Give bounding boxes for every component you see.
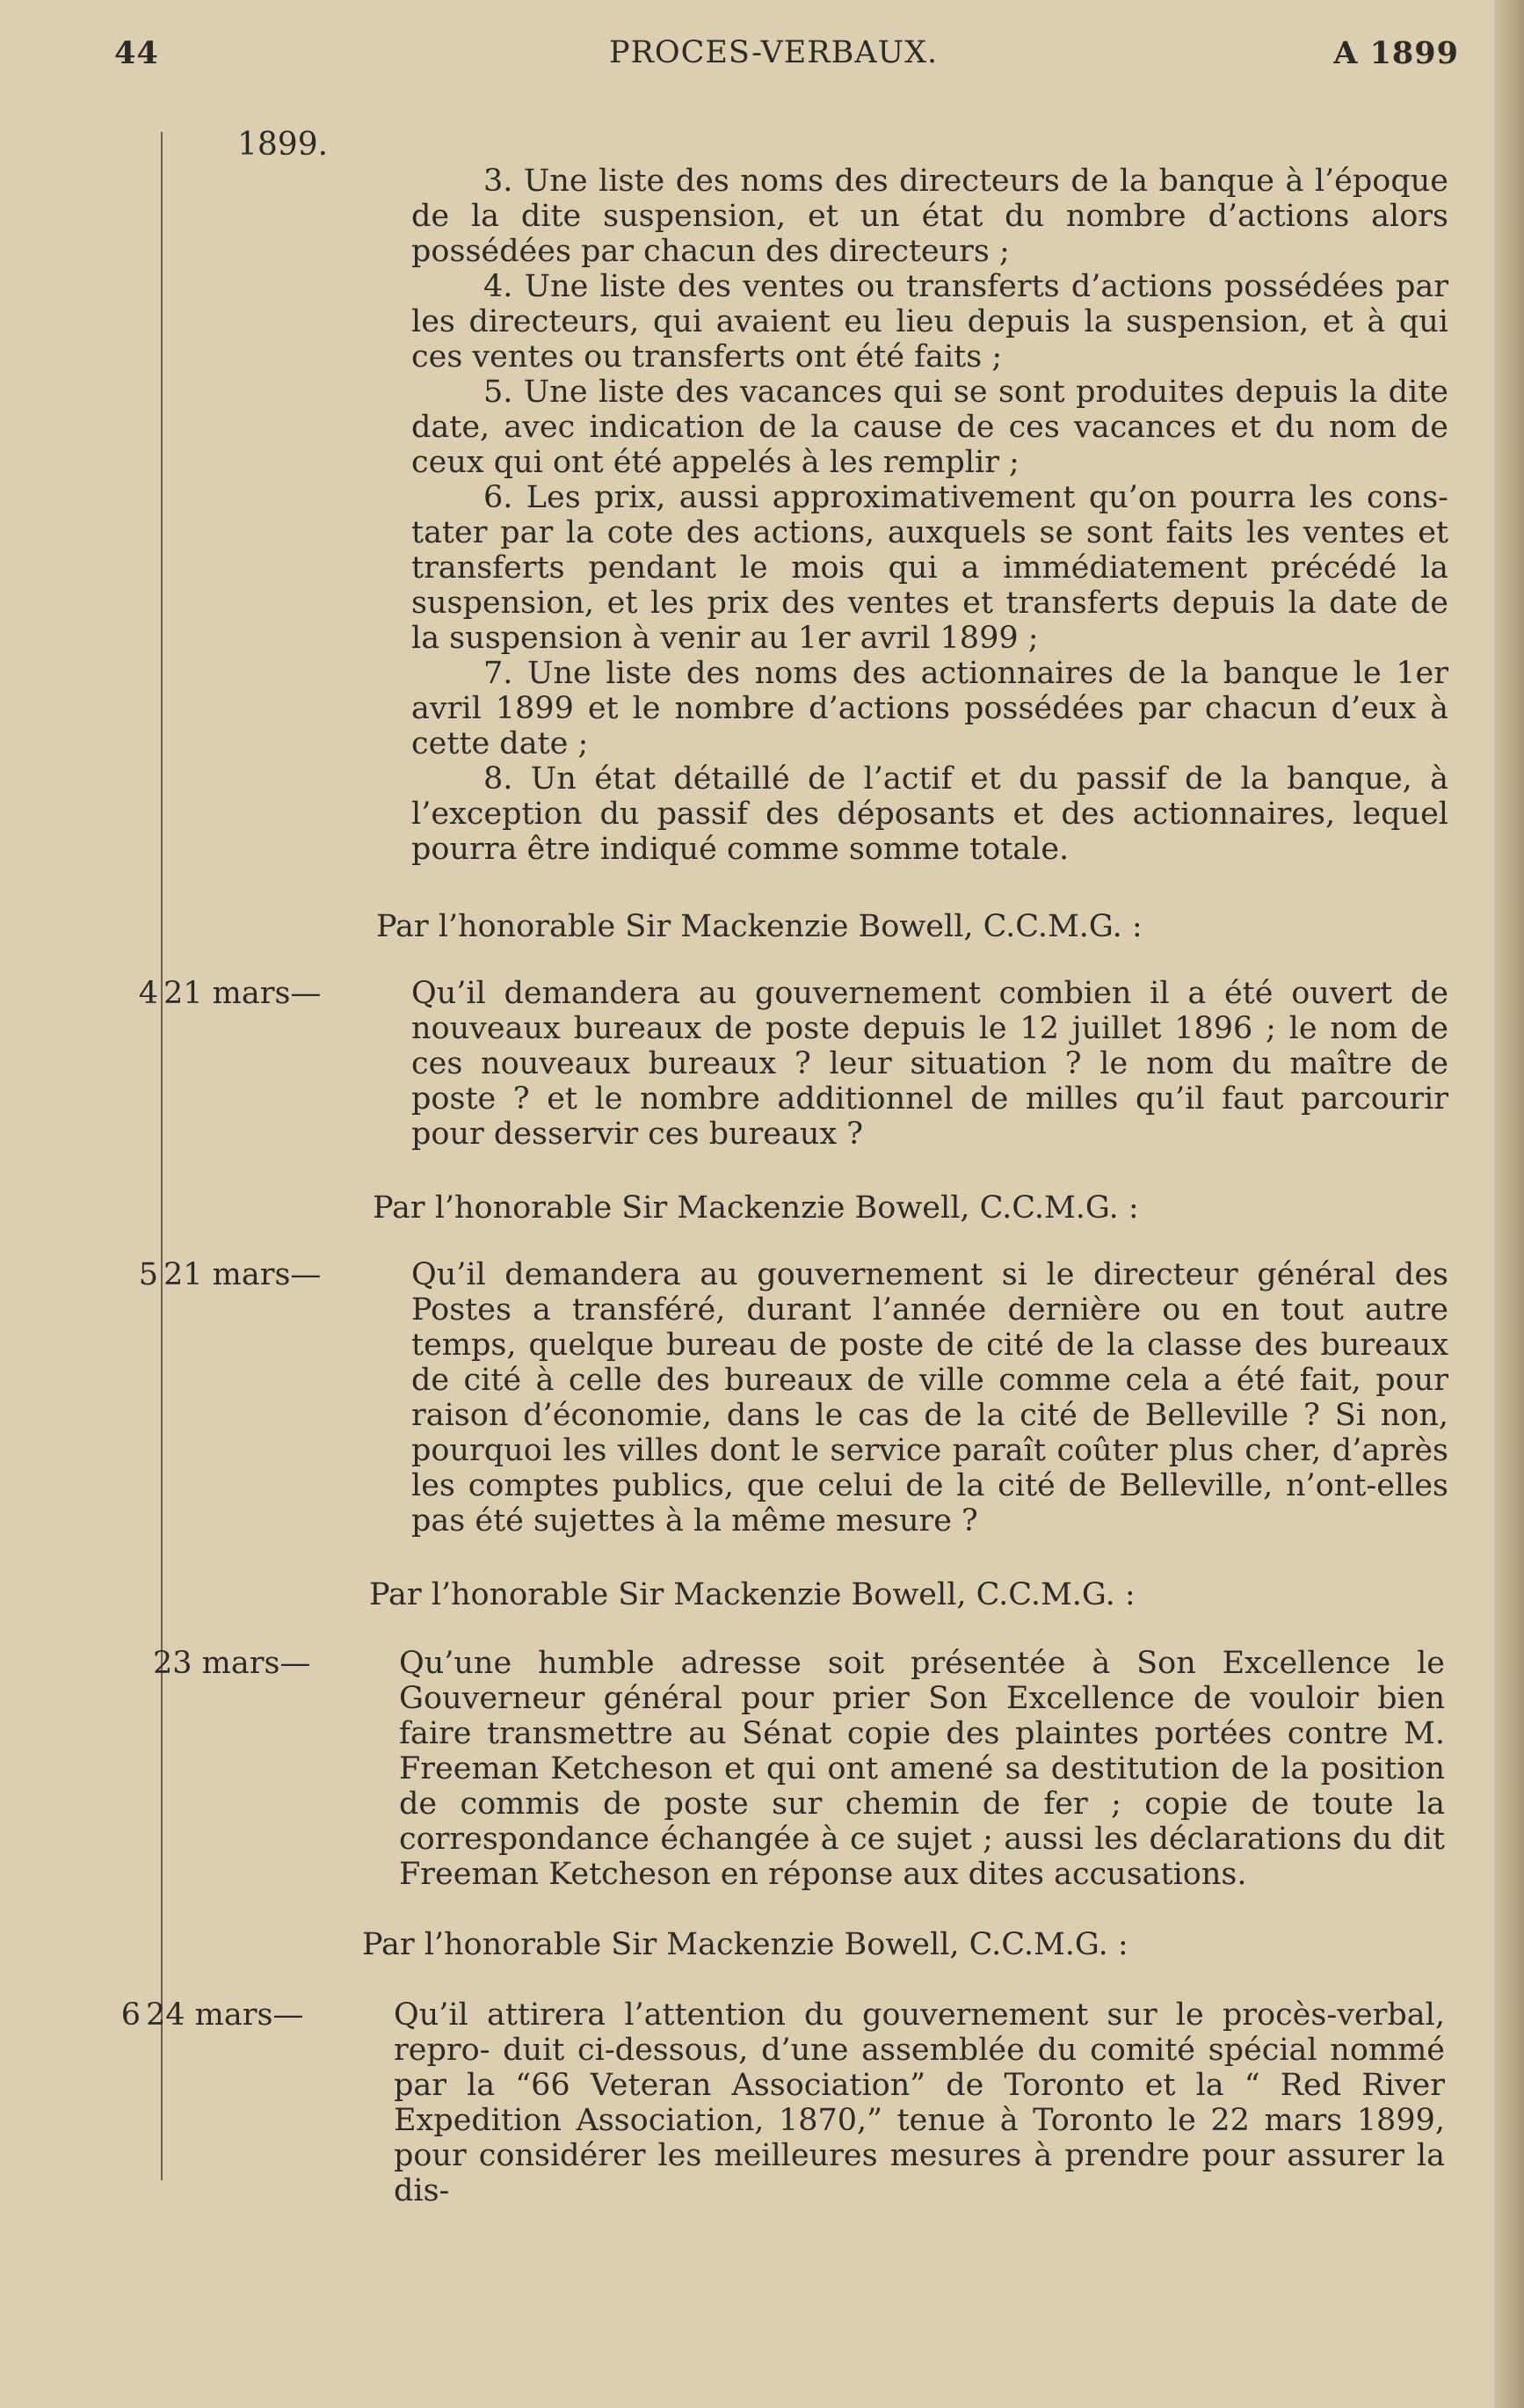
entry-number: 6 xyxy=(120,1997,141,2033)
entry-text xyxy=(399,1646,1445,1892)
page-number: 44 xyxy=(114,35,159,71)
mover-line: Par l’honorable Sir Mackenzie Bowell, C.C.M.G. : xyxy=(362,1927,1128,1962)
entry-text xyxy=(394,1997,1445,2208)
page-edge xyxy=(1494,0,1524,2408)
entry-text-lead: Qu’il demandera au gouvernement combien il a été ouvert de nouveaux xyxy=(411,976,1448,1046)
running-title: PROCES-VERBAUX. xyxy=(609,35,939,70)
list-item xyxy=(411,480,1448,656)
entry-text-lead: Qu’il demandera au gouvernement si le directeur général des Postes a xyxy=(411,1257,1448,1328)
entry-text-rest: duit ci-dessous, d’une assemblée du comité spécial nommé par la “66 Veteran Association” de Toronto et la “ Red River Expedition Association, 1870,” tenue à Toronto le 22 mars 1899, pour considérer les meilleures mesures à prendre pour assurer la dis- xyxy=(394,2033,1445,2208)
item-text-rest: tater par la cote des actions, auxquels se sont faits les ventes et transferts pendant le mois qui a immédiatement précédé la suspension, et les prix des ventes et transferts depuis la date de la suspension à venir au 1er avril 1899 ; xyxy=(411,515,1448,656)
mover-line: Par l’honorable Sir Mackenzie Bowell, C.C.M.G. : xyxy=(373,1190,1139,1226)
entry-text-rest: bureaux de poste depuis le 12 juillet 1896 ; le nom de ces nouveaux bureaux ? leur situation ? le nom du maître de poste ? et le nombre additionnel de milles qu’il faut parcourir pour desservir ces bureaux ? xyxy=(411,1011,1448,1152)
item-text-lead: 5. Une liste des vacances qui se sont produites depuis la dite xyxy=(483,375,1448,410)
mover-line: Par l’honorable Sir Mackenzie Bowell, C.C.M.G. : xyxy=(369,1577,1136,1612)
notice-entry xyxy=(132,1646,1448,1892)
entry-text-lead: Qu’une humble adresse soit présentée à Son Excellence le Gouverneur xyxy=(399,1646,1445,1716)
running-header xyxy=(114,35,1459,88)
entry-date: 21 mars— xyxy=(163,976,322,1011)
item-text-lead: 6. Les prix, aussi approximativement qu’on pourra les cons- xyxy=(483,480,1448,515)
list-item xyxy=(411,375,1448,480)
year-label: 1899. xyxy=(237,127,329,163)
item-text-lead: 3. Une liste des noms des directeurs de la banque à l’époque xyxy=(483,164,1448,199)
item-text-rest: les directeurs, qui avaient eu lieu depuis la suspension, et à qui ces ventes ou transferts ont été faits ; xyxy=(411,304,1448,375)
entry-text-lead: Qu’il attirera l’attention du gouvernement sur le procès-verbal, repro- xyxy=(394,1997,1445,2068)
item-text-rest: avril 1899 et le nombre d’actions possédées par chacun d’eux à cette date ; xyxy=(411,691,1448,761)
notice-entry xyxy=(132,1257,1448,1539)
list-item xyxy=(411,656,1448,761)
list-item xyxy=(411,761,1448,867)
entry-number: 4 xyxy=(138,976,158,1011)
list-item xyxy=(411,164,1448,269)
item-text-rest: date, avec indication de la cause de ces vacances et du nom de ceux qui ont été appelés à les remplir ; xyxy=(411,410,1448,480)
item-text-lead: 8. Un état détaillé de l’actif et du passif de la banque, à xyxy=(483,761,1448,797)
entry-text xyxy=(411,976,1448,1152)
entry-number: 5 xyxy=(138,1257,158,1292)
entry-text-rest: général pour prier Son Excellence de vouloir bien faire transmettre au Sénat copie des plaintes portées contre M. Freeman Ketcheson et qui ont amené sa destitution de la position de commis de poste sur chemin de fer ; copie de toute la correspondance échangée à ce sujet ; aussi les déclarations du dit Freeman Ketcheson en réponse aux dites accusations. xyxy=(399,1681,1445,1892)
mover-line: Par l’honorable Sir Mackenzie Bowell, C.C.M.G. : xyxy=(376,909,1143,944)
notice-entry xyxy=(120,1997,1448,2208)
running-year: A 1899 xyxy=(1333,35,1459,71)
item-text-lead: 4. Une liste des ventes ou transferts d’actions possédées par xyxy=(483,269,1448,304)
entry-date: 21 mars— xyxy=(163,1257,322,1292)
entry-text xyxy=(411,1257,1448,1539)
entry-text-rest: transféré, durant l’année dernière ou en tout autre temps, quelque bureau de poste de cité de la classe des bureaux de cité à celle des bureaux de ville comme cela a été fait, pour raison d’économie, dans le cas de la cité de Belleville ? Si non, pourquoi les villes dont le service paraît coûter plus cher, d’après les comptes publics, que celui de la cité de Belleville, n’ont-elles pas été sujettes à la même mesure ? xyxy=(411,1292,1448,1539)
notice-entry xyxy=(132,976,1448,1152)
entry-date: 23 mars— xyxy=(153,1646,311,1681)
item-text-lead: 7. Une liste des noms des actionnaires de la banque le 1er xyxy=(483,656,1448,691)
item-text-rest: l’exception du passif des déposants et des actionnaires, lequel pourra être indiqué comme somme totale. xyxy=(411,797,1448,867)
item-text-rest: de la dite suspension, et un état du nombre d’actions alors possédées par chacun des directeurs ; xyxy=(411,199,1448,269)
entry-date: 24 mars— xyxy=(146,1997,304,2033)
list-item xyxy=(411,269,1448,375)
